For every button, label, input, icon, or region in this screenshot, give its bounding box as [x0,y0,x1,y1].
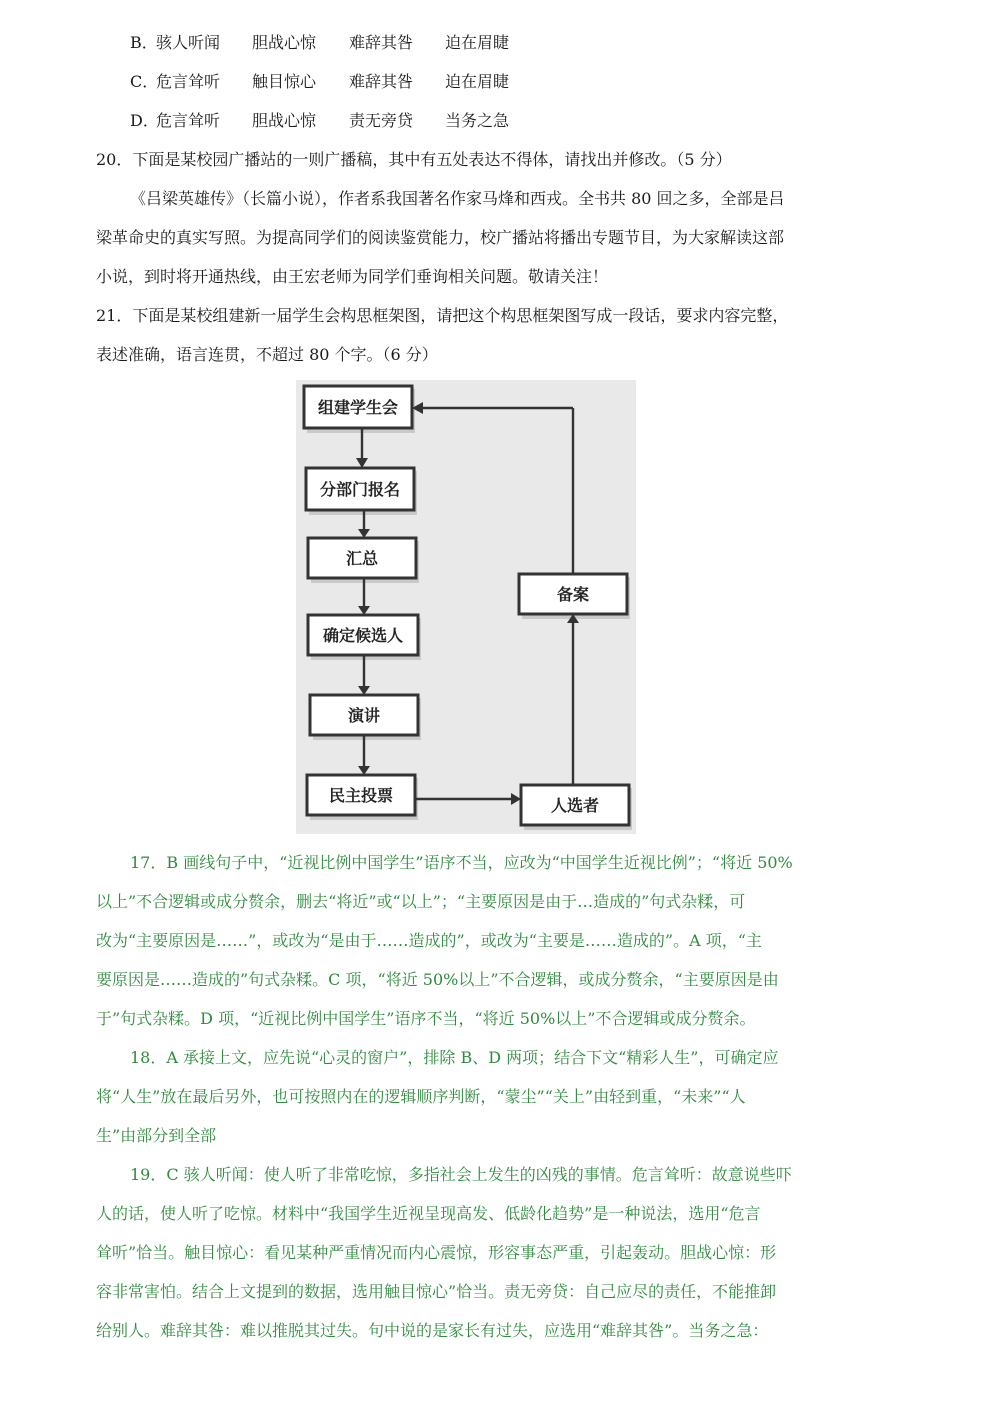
answer-line: 17．B 画线句子中，“近视比例中国学生”语序不当，应改为“中国学生近视比例”；“将近 50% [130,853,793,872]
question-20-stem: 20．下面是某校园广播站的一则广播稿，其中有五处表达不得体，请找出并修改。（5 分） [96,150,732,169]
node-label: 备案 [556,585,590,604]
node-filing [519,574,630,619]
answer-line: 容非常害怕。结合上文提到的数据，选用触目惊心”恰当。责无旁贷：自己应尽的责任，不能推卸 [96,1282,777,1301]
node-democratic-vote [307,775,418,820]
node-label: 民主投票 [328,786,394,805]
option-item: 迫在眉睫 [445,72,510,91]
question-20-passage-line: 《吕梁英雄传》（长篇小说），作者系我国著名作家马烽和西戎。全书共 80 回之多，全部是吕 [130,189,785,208]
option-letter: C． [130,72,159,91]
answer-line: 要原因是……造成的”句式杂糅。C 项，“将近 50%以上”不合逻辑，或成分赘余，“主要原因是由 [96,970,779,989]
answer-line: 于”句式杂糅。D 项，“近视比例中国学生”语序不当，“将近 50%以上”不合逻辑或成分赘余。 [96,1009,756,1028]
node-label: 人选者 [550,796,600,815]
node-department-signup [306,468,417,515]
node-selected [521,785,632,830]
option-item: 当务之急 [445,111,510,130]
option-item: 胆战心惊 [252,111,317,130]
answer-line: 将“人生”放在最后另外，也可按照内在的逻辑顺序判断，“蒙尘”“关上”由轻到重，“未来”“人 [96,1087,746,1106]
node-label: 确定候选人 [322,626,404,645]
answer-line: 以上”不合逻辑或成分赘余，删去“将近”或“以上”；“主要原因是由于…造成的”句式杂糅，可 [96,892,746,911]
student-union-flowchart [296,380,636,834]
answer-line: 给别人。难辞其咎：难以推脱其过失。句中说的是家长有过失，应选用“难辞其咎”。当务之急： [96,1321,769,1340]
answer-line: 生”由部分到全部 [96,1126,217,1145]
answer-line: 19．C 骇人听闻：使人听了非常吃惊，多指社会上发生的凶残的事情。危言耸听：故意说些吓 [130,1165,792,1184]
option-letter: D． [130,111,159,130]
answer-line: 18．A 承接上文，应先说“心灵的窗户”，排除 B、D 两项；结合下文“精彩人生”，可确定应 [130,1048,779,1067]
option-b [130,33,509,53]
node-label: 演讲 [347,706,381,725]
option-d [130,111,509,131]
answer-line: 耸听”恰当。触目惊心：看见某种严重情况而内心震惊，形容事态严重，引起轰动。胆战心惊：形 [96,1243,777,1262]
node-speech [310,695,421,740]
question-20-passage-line: 小说，到时将开通热线，由王宏老师为同学们垂询相关问题。敬请关注！ [96,267,609,286]
question-21-stem-line: 表述准确，语言连贯，不超过 80 个字。（6 分） [96,345,438,364]
option-item: 难辞其咎 [349,72,414,91]
answer-line: 人的话，使人听了吃惊。材料中“我国学生近视呈现高发、低龄化趋势”是一种说法，选用“危言 [96,1204,761,1223]
question-20-passage-line: 梁革命史的真实写照。为提高同学们的阅读鉴赏能力，校广播站将播出专题节目，为大家解读这部 [96,228,785,247]
node-form-student-union [304,386,415,433]
answer-line: 改为“主要原因是……”，或改为“是由于……造成的”，或改为“主要是……造成的”。A 项，“主 [96,931,762,950]
question-21-stem-line: 21．下面是某校组建新一届学生会构思框架图，请把这个构思框架图写成一段话，要求内容完整， [96,306,789,325]
option-item: 迫在眉睫 [445,33,510,52]
node-label: 汇总 [345,549,379,568]
option-item: 骇人听闻 [156,33,221,52]
option-item: 危言耸听 [156,72,221,91]
node-label: 组建学生会 [317,398,399,417]
node-label: 分部门报名 [319,480,401,499]
option-item: 责无旁贷 [349,111,414,130]
option-item: 难辞其咎 [349,33,414,52]
option-c [130,72,509,92]
option-item: 危言耸听 [156,111,221,130]
option-letter: B． [130,33,158,52]
node-confirm-candidates [308,615,421,660]
node-summary [308,538,419,583]
option-item: 胆战心惊 [252,33,317,52]
option-item: 触目惊心 [252,72,317,91]
